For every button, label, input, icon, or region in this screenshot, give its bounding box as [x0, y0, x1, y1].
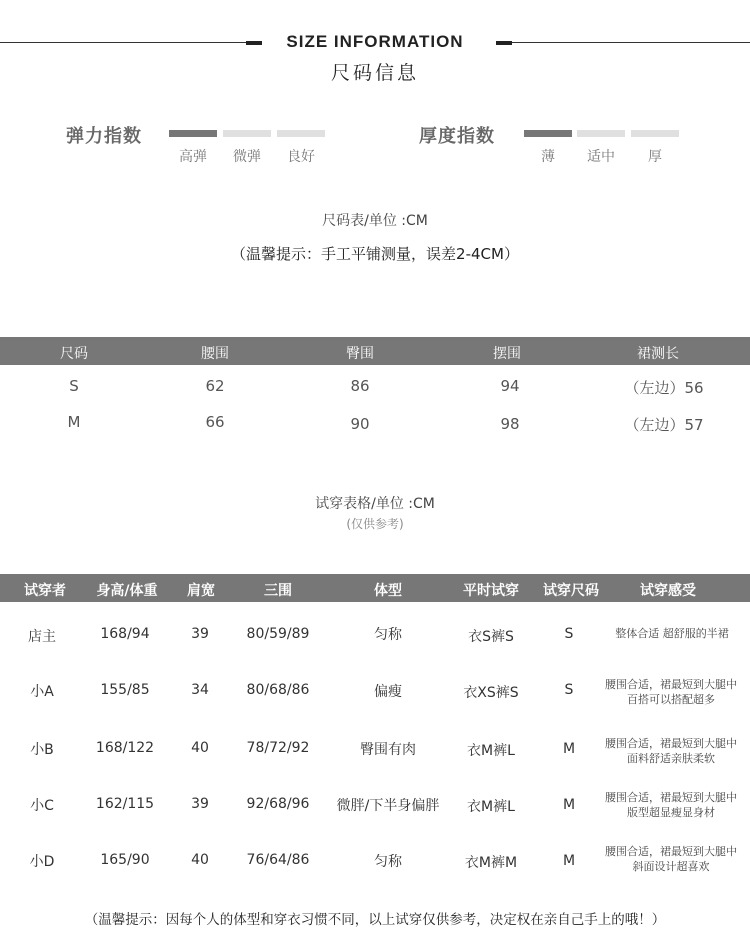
try-cell: 40 — [191, 852, 209, 868]
try-cell: 小C — [30, 798, 54, 814]
elasticity-option: 微弹 — [233, 149, 261, 165]
thickness-option: 适中 — [587, 149, 615, 165]
try-cell: M — [562, 741, 576, 757]
try-cell: S — [564, 682, 574, 698]
thickness-label: 厚度指数 — [419, 126, 495, 147]
title-cn: 尺码信息 — [330, 62, 419, 84]
try-cell: 165/90 — [100, 852, 150, 868]
try-cell: 偏瘦 — [374, 684, 402, 700]
try-cell: 衣S裤S — [468, 629, 514, 645]
size-cell: S — [69, 377, 79, 395]
try-cell: 匀称 — [374, 627, 402, 643]
try-cell: 155/85 — [100, 682, 150, 698]
try-cell: 80/68/86 — [246, 682, 310, 698]
size-cell: 94 — [500, 377, 520, 395]
size-chart-unit: 尺码表/单位 :CM — [322, 213, 428, 229]
elasticity-bar-3 — [277, 130, 325, 137]
try-cell: 小D — [29, 854, 55, 870]
try-col-header: 试穿感受 — [640, 583, 696, 599]
try-on-table-header — [0, 574, 750, 602]
try-col-header: 平时试穿 — [463, 583, 519, 599]
try-cell: 微胖/下半身偏胖 — [336, 798, 440, 814]
elasticity-bar-1 — [169, 130, 217, 137]
elasticity-label: 弹力指数 — [66, 126, 142, 147]
size-col-header: 摆围 — [493, 346, 521, 362]
try-cell-feeling: 整体合适 超舒服的半裙 — [615, 627, 729, 640]
try-col-header: 体型 — [374, 583, 402, 599]
size-cell: 62 — [205, 377, 225, 395]
try-cell: 衣M裤M — [464, 855, 518, 871]
try-cell: 162/115 — [95, 796, 155, 812]
size-cell: 86 — [350, 377, 370, 395]
try-col-header: 身高/体重 — [96, 583, 158, 599]
thickness-bar-1 — [524, 130, 572, 137]
try-cell: 40 — [191, 740, 209, 756]
size-col-header: 裙测长 — [637, 346, 679, 362]
try-col-header: 试穿者 — [24, 583, 66, 599]
try-col-header: 三围 — [264, 583, 292, 599]
try-cell: 39 — [191, 796, 209, 812]
try-cell: M — [562, 797, 576, 813]
try-cell-feeling: 腰围合适，裙最短到大腿中 版型超显瘦显身材 — [605, 791, 737, 819]
try-cell: 衣XS裤S — [463, 685, 519, 701]
try-cell: 168/94 — [100, 626, 150, 642]
thickness-bar-3 — [631, 130, 679, 137]
try-cell-feeling: 腰围合适，裙最短到大腿中 面料舒适亲肤柔软 — [605, 737, 737, 765]
try-cell: 92/68/96 — [246, 796, 310, 812]
try-cell: 店主 — [28, 629, 56, 645]
try-cell: 臀围有肉 — [360, 742, 416, 758]
try-col-header: 肩宽 — [187, 583, 215, 599]
try-cell: 小B — [30, 742, 54, 758]
try-cell: 76/64/86 — [246, 852, 310, 868]
size-col-header: 尺码 — [60, 346, 88, 362]
try-cell: 80/59/89 — [246, 626, 310, 642]
header-dash-right — [496, 41, 512, 45]
elasticity-bar-2 — [223, 130, 271, 137]
title-en: SIZE INFORMATION — [286, 32, 464, 51]
try-cell: 78/72/92 — [246, 740, 310, 756]
try-col-header: 试穿尺码 — [543, 583, 599, 599]
try-cell: 衣M裤L — [467, 743, 515, 759]
size-col-header: 腰围 — [201, 346, 229, 362]
size-cell: （左边）57 — [624, 416, 704, 434]
try-cell: 小A — [30, 684, 54, 700]
try-on-sub: (仅供参考) — [346, 517, 404, 531]
thickness-bar-2 — [577, 130, 625, 137]
try-cell-feeling: 腰围合适，裙最短到大腿中 斜面设计超喜欢 — [605, 845, 737, 873]
size-cell: （左边）56 — [624, 379, 704, 397]
elasticity-option: 良好 — [287, 149, 315, 165]
size-table-header — [0, 337, 750, 365]
try-cell: 39 — [191, 626, 209, 642]
size-cell: 66 — [205, 413, 225, 431]
size-cell: 90 — [350, 415, 370, 433]
thickness-option: 厚 — [648, 149, 662, 165]
size-cell: 98 — [500, 415, 520, 433]
try-cell: S — [564, 626, 574, 642]
try-cell-feeling: 腰围合适，裙最短到大腿中 百搭可以搭配超多 — [605, 678, 737, 706]
size-col-header: 臀围 — [346, 346, 374, 362]
try-cell: 衣M裤L — [467, 799, 515, 815]
try-cell: 168/122 — [95, 740, 155, 756]
elasticity-option: 高弹 — [179, 149, 207, 165]
try-cell: 34 — [191, 682, 209, 698]
size-cell: M — [67, 413, 81, 431]
try-on-unit: 试穿表格/单位 :CM — [315, 496, 435, 512]
footer-note: （温馨提示：因每个人的体型和穿衣习惯不同，以上试穿仅供参考，决定权在亲自己手上的哦！） — [84, 912, 666, 928]
header-line-right — [512, 42, 750, 43]
try-cell: 匀称 — [374, 854, 402, 870]
try-cell: M — [562, 853, 576, 869]
size-chart-tip: （温馨提示：手工平铺测量，误差2-4CM） — [231, 245, 519, 263]
thickness-option: 薄 — [541, 149, 555, 165]
